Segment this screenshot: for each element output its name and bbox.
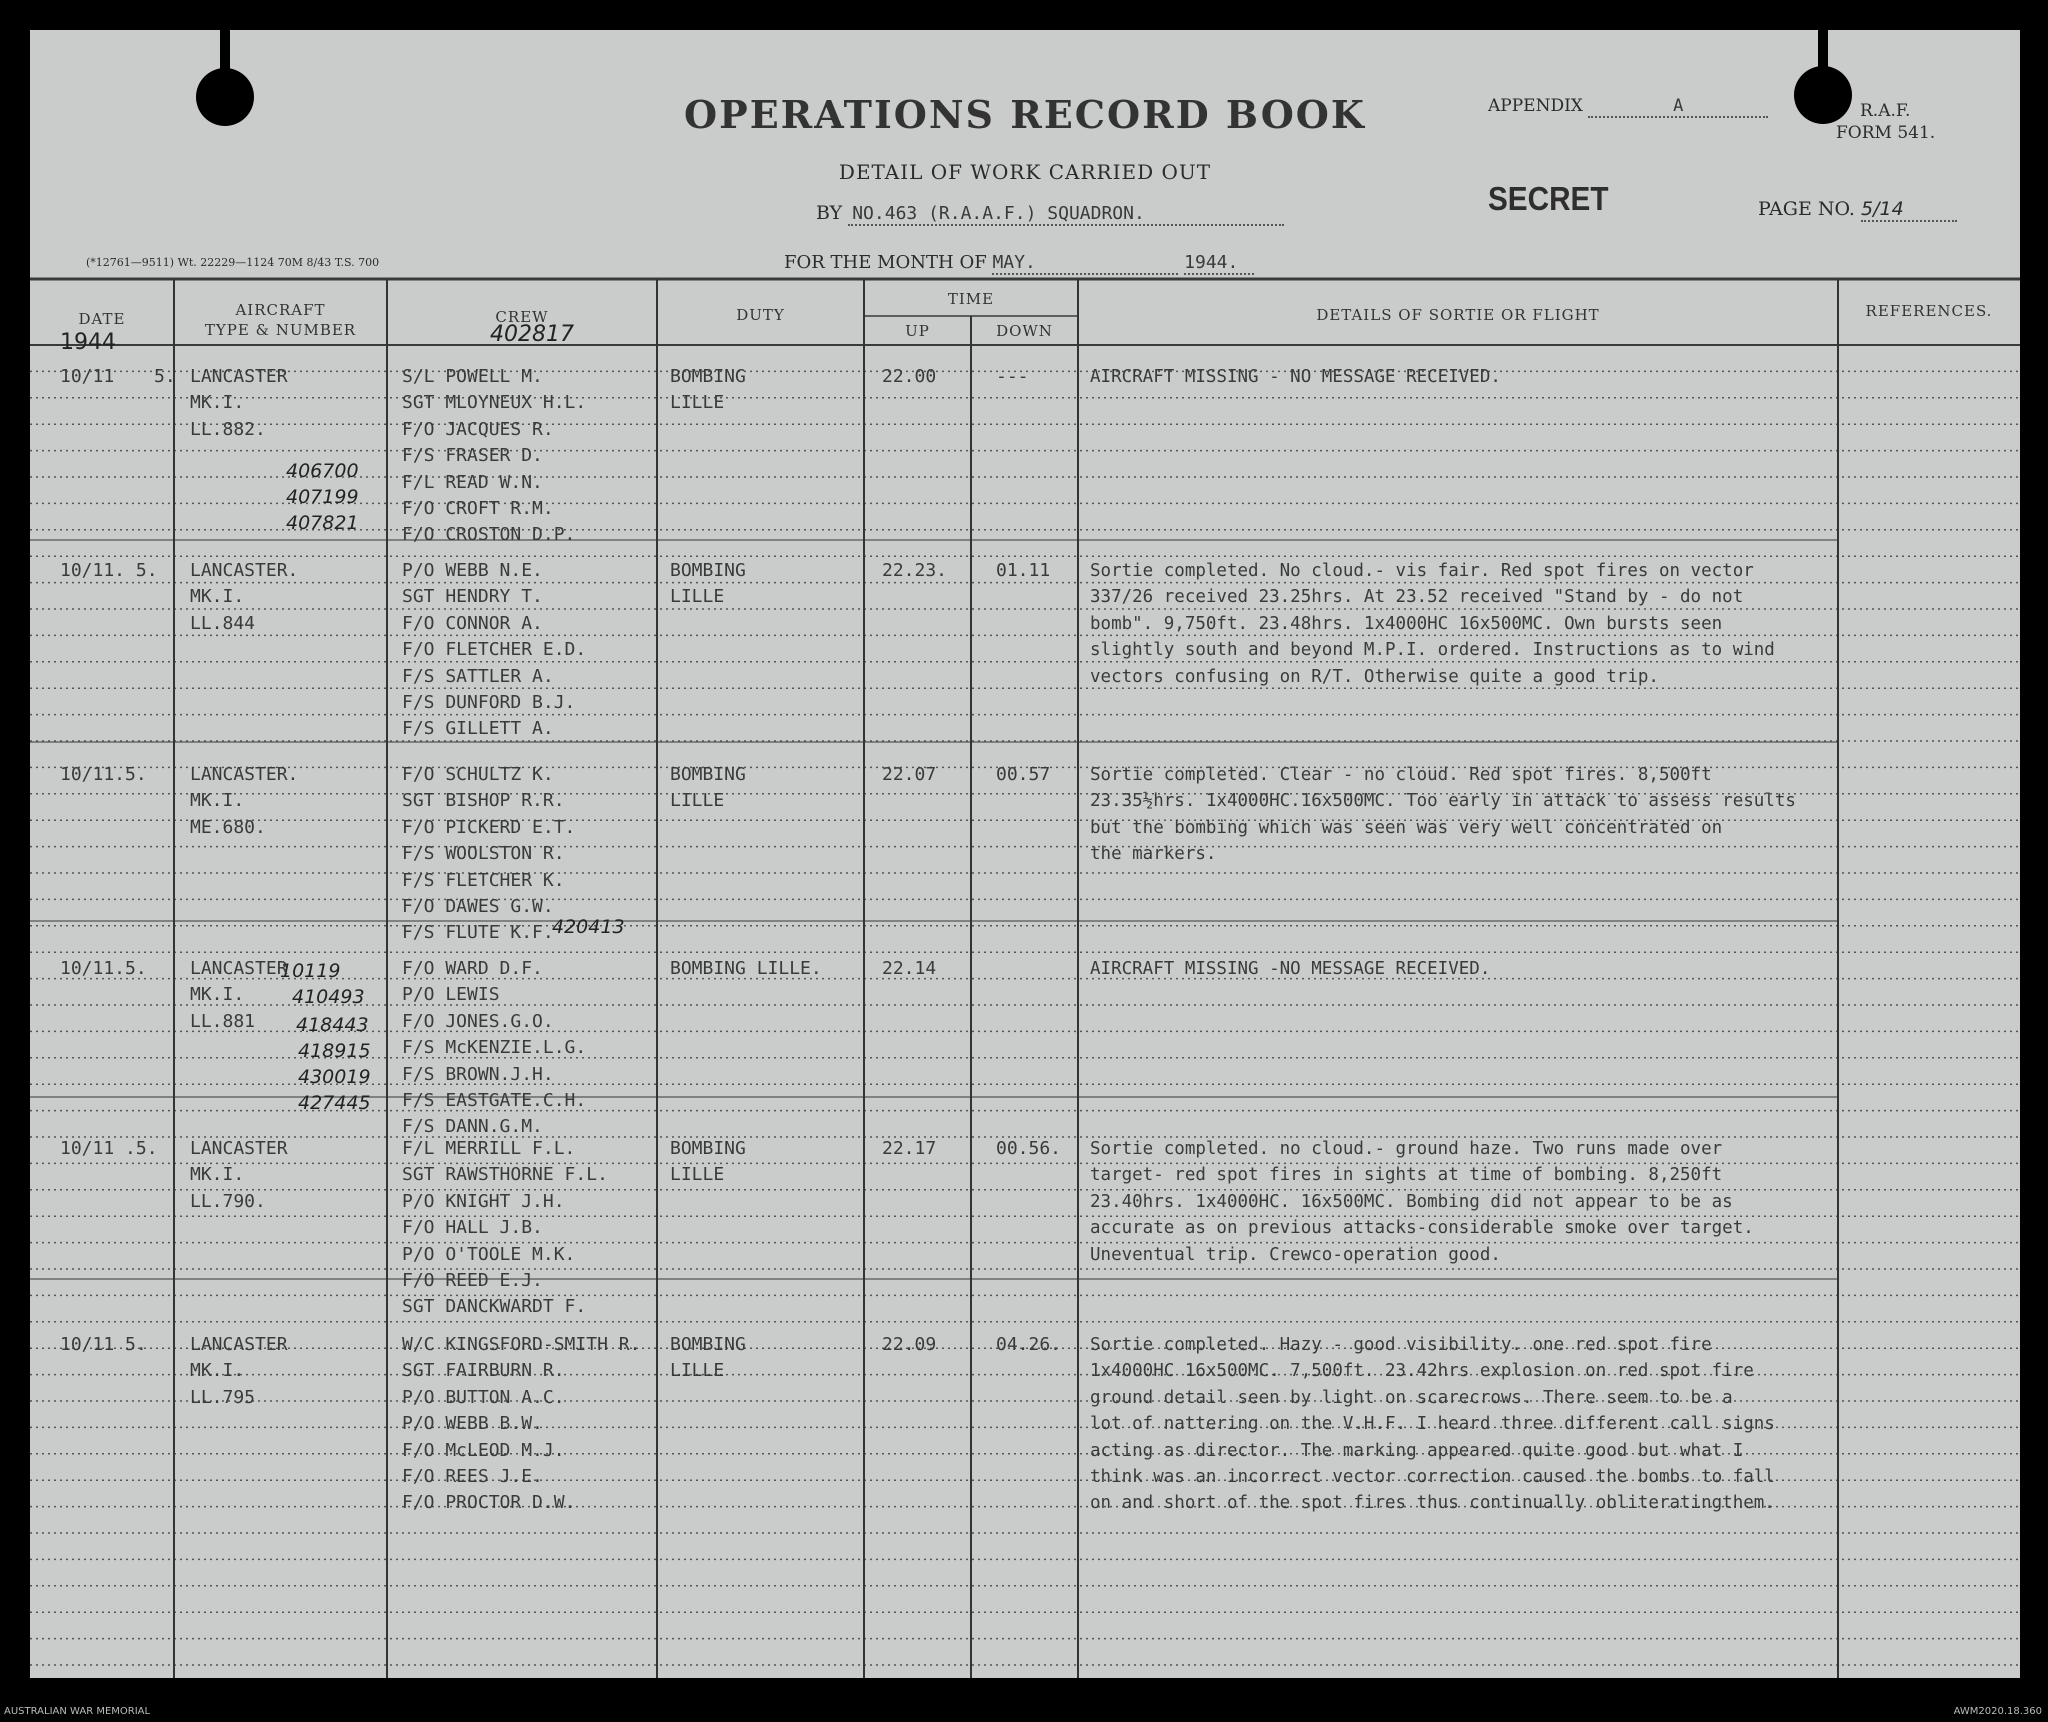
entry-crew: P/O WEBB B.W. xyxy=(402,1413,543,1435)
entry-details: 1x4000HC 16x500MC. 7,500ft. 23.42hrs explosion on red spot fire xyxy=(1090,1361,1754,1382)
entry-date: 10/11. 5. xyxy=(60,560,158,581)
col-header-crew: CREW xyxy=(495,308,549,326)
entry-aircraft: LANCASTER xyxy=(190,1138,288,1159)
entry-crew: F/O CROFT R.M. xyxy=(402,498,554,519)
col-header-date: DATE xyxy=(78,310,126,328)
entry-crew: F/O WARD D.F. xyxy=(402,958,543,979)
entry-details: accurate as on previous attacks-considerable smoke over target. xyxy=(1090,1218,1754,1239)
entry-duty: LILLE xyxy=(670,1360,725,1382)
entry-details: the markers. xyxy=(1090,844,1217,865)
entry-duty: LILLE xyxy=(670,586,725,608)
entry-aircraft: LL.882. xyxy=(190,418,266,440)
entry-date: 10/11.5. xyxy=(60,958,147,979)
entry-details: Uneventual trip. Crewco-operation good. xyxy=(1090,1244,1501,1265)
entry-aircraft: LL.881 xyxy=(190,1010,256,1032)
col-header-down: DOWN xyxy=(996,322,1053,340)
handwritten-service-number: 430019 xyxy=(298,1066,371,1088)
entry-crew: F/L READ W.N. xyxy=(402,471,543,493)
entry-crew: F/S BROWN.J.H. xyxy=(402,1063,554,1085)
year-value: 1944. xyxy=(1184,252,1254,275)
by-label: BY xyxy=(816,202,843,224)
entry-aircraft: LANCASTER xyxy=(190,958,288,979)
entry-crew: SGT HENDRY T. xyxy=(402,586,543,608)
entry-crew: F/S DUNFORD B.J. xyxy=(402,692,576,713)
month-label: FOR THE MONTH OF xyxy=(784,252,987,273)
entry-details: target- red spot fires in sights at time of bombing. 8,250ft xyxy=(1090,1165,1723,1186)
handwritten-service-number: 10119 xyxy=(280,960,341,982)
entry-crew: F/S FLUTE K.F. xyxy=(402,922,554,944)
page-number-value: 5/14 xyxy=(1861,198,1957,222)
entry-crew: F/S FRASER D. xyxy=(402,445,543,467)
entry-crew: W/C KINGSFORD-SMITH R. xyxy=(402,1334,641,1355)
col-header-aircraft-line2: TYPE & NUMBER xyxy=(204,321,357,339)
entry-crew: F/S DANN.G.M. xyxy=(402,1116,543,1138)
entry-up: 22.09 xyxy=(882,1334,937,1355)
handwritten-service-number: 427445 xyxy=(298,1092,371,1114)
entry-crew: P/O O'TOOLE M.K. xyxy=(402,1243,576,1265)
entry-crew: F/O PICKERD E.T. xyxy=(402,816,576,838)
entry-down: 04.26. xyxy=(996,1334,1062,1355)
entry-crew: F/O JONES.G.O. xyxy=(402,1010,554,1032)
entry-crew: F/O JACQUES R. xyxy=(402,418,554,440)
entry-details: AIRCRAFT MISSING - NO MESSAGE RECEIVED. xyxy=(1090,367,1501,387)
entry-duty: BOMBING LILLE. xyxy=(670,958,822,979)
handwritten-service-number: 406700 xyxy=(286,460,359,482)
entry-crew: SGT RAWSTHORNE F.L. xyxy=(402,1164,608,1186)
entry-aircraft: LANCASTER xyxy=(190,366,288,387)
entry-details: Sortie completed. No cloud.- vis fair. Red spot fires on vector xyxy=(1090,561,1754,581)
entry-details: 337/26 received 23.25hrs. At 23.52 received "Stand by - do not xyxy=(1090,587,1744,608)
entry-down: 00.56. xyxy=(996,1138,1062,1159)
entry-crew: F/S GILLETT A. xyxy=(402,718,554,740)
entry-crew: SGT DANCKWARDT F. xyxy=(402,1296,587,1318)
handwritten-crew-note: 402817 xyxy=(490,322,574,347)
entry-aircraft: LL.795 xyxy=(190,1386,256,1408)
entry-details: vectors confusing on R/T. Otherwise quite a good trip. xyxy=(1090,666,1659,687)
appendix-value: A xyxy=(1588,96,1768,118)
entry-crew: SGT FAIRBURN R. xyxy=(402,1360,565,1382)
entry-crew: SGT BISHOP R.R. xyxy=(402,790,565,812)
entry-crew: F/O CROSTON D.P. xyxy=(402,524,576,546)
col-header-aircraft-line1: AIRCRAFT xyxy=(235,301,326,319)
entry-down: --- xyxy=(996,366,1029,387)
entry-details: 23.40hrs. 1x4000HC. 16x500MC. Bombing did not appear to be as xyxy=(1090,1191,1733,1212)
entry-details: AIRCRAFT MISSING -NO MESSAGE RECEIVED. xyxy=(1090,959,1491,979)
entry-up: 22.17 xyxy=(882,1138,937,1159)
entry-crew: F/O CONNOR A. xyxy=(402,612,543,634)
handwritten-service-number: 407821 xyxy=(286,512,359,534)
squadron-value: NO.463 (R.A.A.F.) SQUADRON. xyxy=(848,203,1284,226)
entry-details: lot of nattering on the V.H.F. I heard three different call signs xyxy=(1090,1414,1775,1435)
secret-stamp: SECRET xyxy=(1488,180,1609,217)
entry-details: ground detail seen by light on scarecrows. There seem to be a xyxy=(1090,1387,1733,1408)
entry-crew: F/O REES J.E. xyxy=(402,1466,543,1487)
entry-crew: F/S EASTGATE.C.H. xyxy=(402,1090,587,1111)
handwritten-service-number: 418443 xyxy=(296,1014,369,1036)
handwritten-service-number: 407199 xyxy=(286,486,359,508)
record-sheet xyxy=(30,30,2020,1678)
entry-details: acting as director. The marking appeared quite good but what I xyxy=(1090,1440,1744,1461)
appendix-label: APPENDIX xyxy=(1488,96,1583,116)
entry-crew: F/O PROCTOR D.W. xyxy=(402,1492,576,1514)
entry-date: 10/11 xyxy=(60,366,115,387)
entry-up: 22.00 xyxy=(882,366,937,387)
entry-aircraft: MK.I. xyxy=(190,1360,245,1382)
raf-form-line2: FORM 541. xyxy=(1836,123,1936,143)
entry-duty: BOMBING xyxy=(670,560,746,581)
footer-accession-number: AWM2020.18.360 xyxy=(1953,1706,2042,1717)
form-title: OPERATIONS RECORD BOOK xyxy=(684,92,1366,137)
col-header-duty: DUTY xyxy=(736,306,785,324)
entry-duty: LILLE xyxy=(670,1164,725,1186)
entry-details: Sortie completed. no cloud.- ground haze. Two runs made over xyxy=(1090,1139,1723,1159)
entry-aircraft: MK.I. xyxy=(190,1164,245,1186)
entry-aircraft: LANCASTER. xyxy=(190,560,299,581)
raf-form-line1: R.A.F. xyxy=(1860,101,1911,121)
entry-aircraft: MK.I. xyxy=(190,586,245,608)
handwritten-service-number: 410493 xyxy=(292,986,365,1008)
entry-crew: F/S WOOLSTON R. xyxy=(402,843,565,865)
entry-duty: LILLE xyxy=(670,392,725,414)
entry-crew: F/O REED E.J. xyxy=(402,1270,543,1291)
handwritten-year: 1944 xyxy=(60,330,116,355)
col-header-aircraft xyxy=(174,300,387,340)
entry-crew: F/S McKENZIE.L.G. xyxy=(402,1037,587,1059)
entry-date: 10/11 .5. xyxy=(60,1138,158,1159)
footer-credit: AUSTRALIAN WAR MEMORIAL xyxy=(4,1706,151,1717)
entry-duty: BOMBING xyxy=(670,366,746,387)
entry-duty: BOMBING xyxy=(670,1334,746,1355)
entry-crew: F/S SATTLER A. xyxy=(402,665,554,687)
entry-crew: P/O BUTTON A.C. xyxy=(402,1386,565,1408)
entry-up: 22.07 xyxy=(882,764,937,785)
handwritten-service-number: 418915 xyxy=(298,1040,371,1062)
entry-details: 23.35½hrs. 1x4000HC.16x500MC. Too early in attack to assess results xyxy=(1090,791,1796,812)
entry-details: slightly south and beyond M.P.I. ordered. Instructions as to wind xyxy=(1090,640,1775,661)
entry-crew: P/O LEWIS xyxy=(402,984,500,1006)
entry-crew: F/O FLETCHER E.D. xyxy=(402,639,587,661)
entry-crew: F/S FLETCHER K. xyxy=(402,869,565,891)
entry-date: 10/11.5. xyxy=(60,764,147,785)
entry-duty: BOMBING xyxy=(670,1138,746,1159)
entry-aircraft: LANCASTER xyxy=(190,1334,288,1355)
form-subtitle: DETAIL OF WORK CARRIED OUT xyxy=(838,160,1212,184)
entry-duty: BOMBING xyxy=(670,764,746,785)
col-header-details: DETAILS OF SORTIE OR FLIGHT xyxy=(1316,306,1600,324)
entry-aircraft: LANCASTER. xyxy=(190,764,299,785)
entry-details: Sortie completed. Clear - no cloud. Red spot fires. 8,500ft xyxy=(1090,765,1712,785)
entry-details: Sortie completed. Hazy - good visibility. one red spot fire xyxy=(1090,1335,1712,1355)
entry-crew: F/O DAWES G.W. xyxy=(402,896,554,917)
month-value: MAY. xyxy=(992,252,1178,275)
entry-aircraft: MK.I. xyxy=(190,392,245,414)
entry-down: 00.57 xyxy=(996,764,1051,785)
entry-crew: P/O KNIGHT J.H. xyxy=(402,1190,565,1212)
entry-crew: S/L POWELL M. xyxy=(402,366,543,387)
entry-up: 22.23. xyxy=(882,560,948,581)
entry-up: 22.14 xyxy=(882,958,937,979)
entry-aircraft: MK.I. xyxy=(190,790,245,812)
print-code: (*12761—9511) Wt. 22229—1124 70M 8/43 T.S. 700 xyxy=(86,256,380,269)
entry-date: 10/11 5. xyxy=(60,1334,147,1355)
col-header-time: TIME xyxy=(947,290,995,308)
entry-details: but the bombing which was seen was very well concentrated on xyxy=(1090,817,1723,838)
page-label: PAGE NO. xyxy=(1758,198,1855,220)
handwritten-service-number: 420413 xyxy=(552,916,625,938)
entry-details: think was an incorrect vector correction caused the bombs to fall xyxy=(1090,1467,1775,1487)
entry-aircraft: MK.I. xyxy=(190,984,245,1006)
entry-crew: F/O McLEOD M.J. xyxy=(402,1439,565,1461)
entry-aircraft: LL.790. xyxy=(190,1190,266,1212)
entry-aircraft: ME.680. xyxy=(190,816,266,838)
entry-crew: SGT MLOYNEUX H.L. xyxy=(402,392,587,414)
entry-crew: F/L MERRILL F.L. xyxy=(402,1138,576,1159)
entry-details: on and short of the spot fires thus continually obliteratingthem. xyxy=(1090,1493,1775,1514)
entry-down: 01.11 xyxy=(996,560,1051,581)
entry-crew: F/O HALL J.B. xyxy=(402,1217,543,1239)
col-header-references: REFERENCES. xyxy=(1865,302,1993,320)
entry-crew: F/O SCHULTZ K. xyxy=(402,764,554,785)
entry-aircraft: LL.844 xyxy=(190,612,256,634)
entry-operation-number: 5. xyxy=(154,366,176,387)
entry-details: bomb". 9,750ft. 23.48hrs. 1x4000HC 16x500MC. Own bursts seen xyxy=(1090,613,1723,634)
entry-duty: LILLE xyxy=(670,790,725,812)
entry-crew: P/O WEBB N.E. xyxy=(402,560,543,581)
col-header-up: UP xyxy=(905,322,930,340)
